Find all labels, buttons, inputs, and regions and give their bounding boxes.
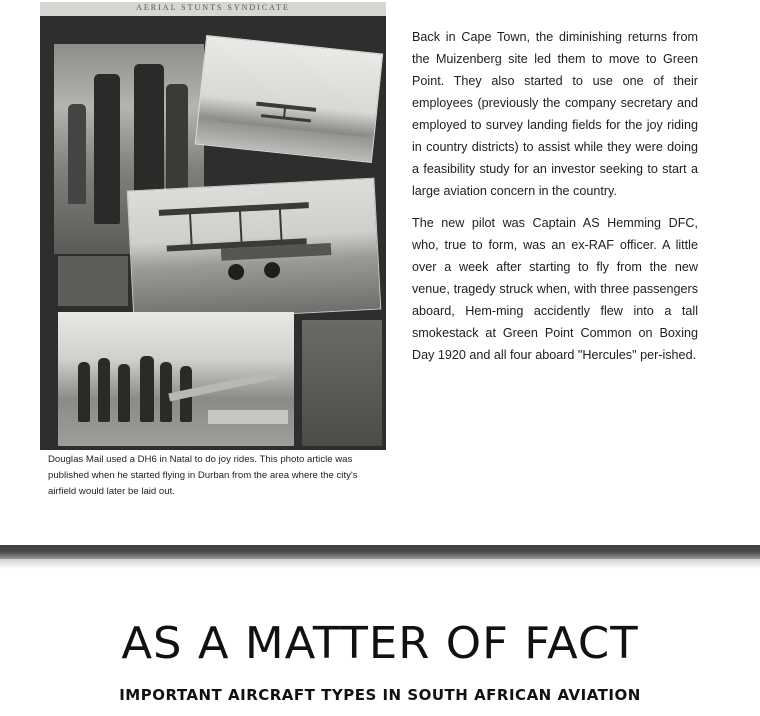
section-subtitle: IMPORTANT AIRCRAFT TYPES IN SOUTH AFRICAN AVIATION bbox=[119, 686, 641, 704]
photo-header bbox=[40, 2, 386, 16]
side-dark-photo bbox=[302, 320, 382, 446]
small-field-photo bbox=[58, 256, 128, 306]
crowd-and-plane-photo bbox=[58, 312, 294, 446]
newspaper-photo-collage bbox=[40, 2, 386, 450]
biplane-in-flight-photo bbox=[195, 35, 384, 163]
photo-caption: Douglas Mail used a DH6 in Natal to do joy rides. This photo article was published when he started flying in Durban from the area where the city's airfield would later be laid out. bbox=[48, 454, 358, 497]
article-paragraph: The new pilot was Captain AS Hemming DFC, who, true to form, was an ex-RAF officer. A little over a week after starting to fly from the new venue, tragedy struck when, with three passengers aboard, Hem-ming accidently flew into a tall smokestack at Green Point Common on Boxing Day 1920 and all four aboard "Hercules" per-ished. bbox=[412, 216, 698, 362]
article-body bbox=[412, 26, 698, 376]
article-paragraph: Back in Cape Town, the diminishing returns from the Muizenberg site led them to move to Green Point. They also started to use one of their employees (previously the company secretary and employed to survey landing fields for the joy riding in country districts) to assist while they were doing a feasibility study for an investor seeking to start a large aviation concern in the country. bbox=[412, 30, 698, 198]
photo-header-text: AERIAL STUNTS SYNDICATE bbox=[136, 3, 290, 12]
parked-biplane-photo bbox=[127, 178, 382, 323]
page-separator bbox=[0, 545, 760, 559]
section-title: AS A MATTER OF FACT bbox=[121, 618, 639, 669]
